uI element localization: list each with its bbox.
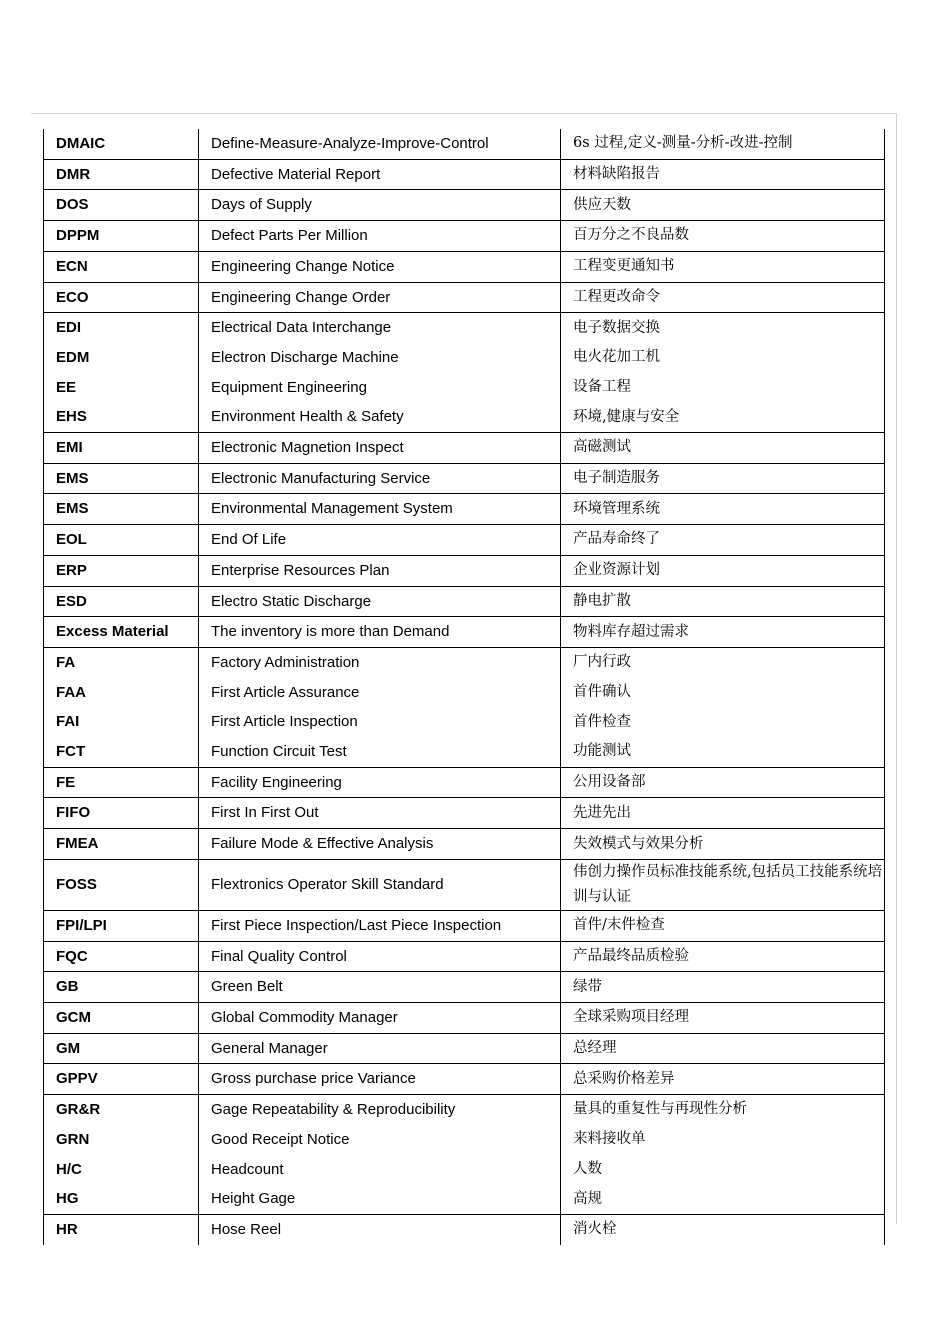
english-term-cell: Electro Static Discharge [199, 586, 561, 617]
table-row [44, 190, 885, 221]
abbreviation-cell: EHS [44, 402, 199, 432]
table-row [44, 767, 885, 798]
english-term-cell: Electron Discharge Machine [199, 343, 561, 373]
abbreviation-cell: ESD [44, 586, 199, 617]
english-term-cell: Defect Parts Per Million [199, 221, 561, 252]
table-row [44, 129, 885, 159]
abbreviation-cell: ECN [44, 251, 199, 282]
table-row [44, 737, 885, 767]
table-row [44, 798, 885, 829]
abbreviation-cell: DOS [44, 190, 199, 221]
english-term-cell: Height Gage [199, 1184, 561, 1214]
english-term-cell: Flextronics Operator Skill Standard [199, 859, 561, 910]
table-row [44, 463, 885, 494]
abbreviation-cell: Excess Material [44, 617, 199, 648]
english-term-cell: Define-Measure-Analyze-Improve-Control [199, 129, 561, 159]
chinese-term-cell: 总经理 [561, 1033, 885, 1064]
glossary-body [44, 129, 885, 1245]
chinese-term-cell: 环境,健康与安全 [561, 402, 885, 432]
chinese-term-cell: 电子制造服务 [561, 463, 885, 494]
chinese-term-cell: 物料库存超过需求 [561, 617, 885, 648]
table-row [44, 972, 885, 1003]
abbreviation-cell: FOSS [44, 859, 199, 910]
chinese-term-cell: 首件/末件检查 [561, 910, 885, 941]
abbreviation-cell: FCT [44, 737, 199, 767]
abbreviation-cell: GR&R [44, 1095, 199, 1125]
chinese-term-cell: 高规 [561, 1184, 885, 1214]
english-term-cell: Facility Engineering [199, 767, 561, 798]
abbreviation-cell: EOL [44, 525, 199, 556]
abbreviation-cell: DMR [44, 159, 199, 190]
table-row [44, 586, 885, 617]
abbreviation-cell: FE [44, 767, 199, 798]
english-term-cell: Engineering Change Order [199, 282, 561, 313]
table-row [44, 829, 885, 860]
chinese-term-cell: 全球采购项目经理 [561, 1002, 885, 1033]
chinese-term-cell: 供应天数 [561, 190, 885, 221]
english-term-cell: Gross purchase price Variance [199, 1064, 561, 1095]
english-term-cell: First Article Assurance [199, 678, 561, 708]
table-row [44, 647, 885, 677]
chinese-term-cell: 消火栓 [561, 1214, 885, 1244]
table-row [44, 555, 885, 586]
chinese-term-cell: 绿带 [561, 972, 885, 1003]
abbreviation-cell: FA [44, 647, 199, 677]
abbreviation-cell: FAA [44, 678, 199, 708]
english-term-cell: First Piece Inspection/Last Piece Inspection [199, 910, 561, 941]
chinese-term-cell: 量具的重复性与再现性分析 [561, 1095, 885, 1125]
abbreviation-cell: HR [44, 1214, 199, 1244]
abbreviation-cell: FMEA [44, 829, 199, 860]
table-row [44, 313, 885, 343]
english-term-cell: Gage Repeatability & Reproducibility [199, 1095, 561, 1125]
table-row [44, 433, 885, 464]
chinese-term-cell: 材料缺陷报告 [561, 159, 885, 190]
abbreviation-cell: DPPM [44, 221, 199, 252]
abbreviation-cell: EMI [44, 433, 199, 464]
abbreviation-cell: ECO [44, 282, 199, 313]
table-row [44, 494, 885, 525]
chinese-term-cell: 6s 过程,定义-测量-分析-改进-控制 [561, 129, 885, 159]
chinese-term-cell: 首件确认 [561, 678, 885, 708]
english-term-cell: Failure Mode & Effective Analysis [199, 829, 561, 860]
abbreviation-cell: GB [44, 972, 199, 1003]
chinese-term-cell: 功能测试 [561, 737, 885, 767]
english-term-cell: Equipment Engineering [199, 373, 561, 403]
abbreviation-cell: GRN [44, 1125, 199, 1155]
abbreviation-cell: HG [44, 1184, 199, 1214]
table-row [44, 941, 885, 972]
chinese-term-cell: 伟创力操作员标准技能系统,包括员工技能系统培训与认证 [561, 859, 885, 910]
table-row [44, 251, 885, 282]
abbreviation-cell: DMAIC [44, 129, 199, 159]
abbreviation-cell: FPI/LPI [44, 910, 199, 941]
english-term-cell: Engineering Change Notice [199, 251, 561, 282]
table-row [44, 402, 885, 432]
table-row [44, 1125, 885, 1155]
chinese-term-cell: 百万分之不良品数 [561, 221, 885, 252]
abbreviation-cell: GCM [44, 1002, 199, 1033]
table-row [44, 859, 885, 910]
abbreviation-cell: EDM [44, 343, 199, 373]
chinese-term-cell: 工程更改命令 [561, 282, 885, 313]
abbreviation-cell: FQC [44, 941, 199, 972]
abbreviation-cell: FAI [44, 707, 199, 737]
table-row [44, 1095, 885, 1125]
english-term-cell: Final Quality Control [199, 941, 561, 972]
english-term-cell: Factory Administration [199, 647, 561, 677]
abbreviation-cell: EMS [44, 494, 199, 525]
english-term-cell: Good Receipt Notice [199, 1125, 561, 1155]
table-row [44, 707, 885, 737]
english-term-cell: Global Commodity Manager [199, 1002, 561, 1033]
table-row [44, 1002, 885, 1033]
english-term-cell: Hose Reel [199, 1214, 561, 1244]
chinese-term-cell: 产品最终品质检验 [561, 941, 885, 972]
chinese-term-cell: 企业资源计划 [561, 555, 885, 586]
english-term-cell: Environmental Management System [199, 494, 561, 525]
chinese-term-cell: 来料接收单 [561, 1125, 885, 1155]
english-term-cell: First In First Out [199, 798, 561, 829]
chinese-term-cell: 电火花加工机 [561, 343, 885, 373]
english-term-cell: Electronic Magnetion Inspect [199, 433, 561, 464]
table-row [44, 282, 885, 313]
abbreviation-cell: FIFO [44, 798, 199, 829]
english-term-cell: Enterprise Resources Plan [199, 555, 561, 586]
chinese-term-cell: 电子数据交换 [561, 313, 885, 343]
english-term-cell: Days of Supply [199, 190, 561, 221]
glossary-table [43, 129, 885, 1245]
english-term-cell: Green Belt [199, 972, 561, 1003]
chinese-term-cell: 工程变更通知书 [561, 251, 885, 282]
abbreviation-cell: H/C [44, 1155, 199, 1185]
english-term-cell: The inventory is more than Demand [199, 617, 561, 648]
chinese-term-cell: 首件检查 [561, 707, 885, 737]
abbreviation-cell: GPPV [44, 1064, 199, 1095]
chinese-term-cell: 先进先出 [561, 798, 885, 829]
table-row [44, 221, 885, 252]
abbreviation-cell: EE [44, 373, 199, 403]
english-term-cell: Electronic Manufacturing Service [199, 463, 561, 494]
chinese-term-cell: 高磁测试 [561, 433, 885, 464]
table-row [44, 1064, 885, 1095]
table-row [44, 678, 885, 708]
abbreviation-cell: GM [44, 1033, 199, 1064]
english-term-cell: First Article Inspection [199, 707, 561, 737]
abbreviation-cell: EMS [44, 463, 199, 494]
chinese-term-cell: 公用设备部 [561, 767, 885, 798]
chinese-term-cell: 环境管理系统 [561, 494, 885, 525]
english-term-cell: Function Circuit Test [199, 737, 561, 767]
abbreviation-cell: EDI [44, 313, 199, 343]
english-term-cell: Headcount [199, 1155, 561, 1185]
table-row [44, 1184, 885, 1214]
table-row [44, 159, 885, 190]
english-term-cell: End Of Life [199, 525, 561, 556]
english-term-cell: Electrical Data Interchange [199, 313, 561, 343]
table-row [44, 1214, 885, 1244]
table-row [44, 910, 885, 941]
english-term-cell: Environment Health & Safety [199, 402, 561, 432]
table-row [44, 617, 885, 648]
chinese-term-cell: 厂内行政 [561, 647, 885, 677]
chinese-term-cell: 设备工程 [561, 373, 885, 403]
chinese-term-cell: 产品寿命终了 [561, 525, 885, 556]
table-row [44, 1155, 885, 1185]
chinese-term-cell: 静电扩散 [561, 586, 885, 617]
english-term-cell: Defective Material Report [199, 159, 561, 190]
chinese-term-cell: 人数 [561, 1155, 885, 1185]
abbreviation-cell: ERP [44, 555, 199, 586]
table-row [44, 373, 885, 403]
table-row [44, 343, 885, 373]
chinese-term-cell: 总采购价格差异 [561, 1064, 885, 1095]
table-row [44, 1033, 885, 1064]
english-term-cell: General Manager [199, 1033, 561, 1064]
chinese-term-cell: 失效模式与效果分析 [561, 829, 885, 860]
table-row [44, 525, 885, 556]
